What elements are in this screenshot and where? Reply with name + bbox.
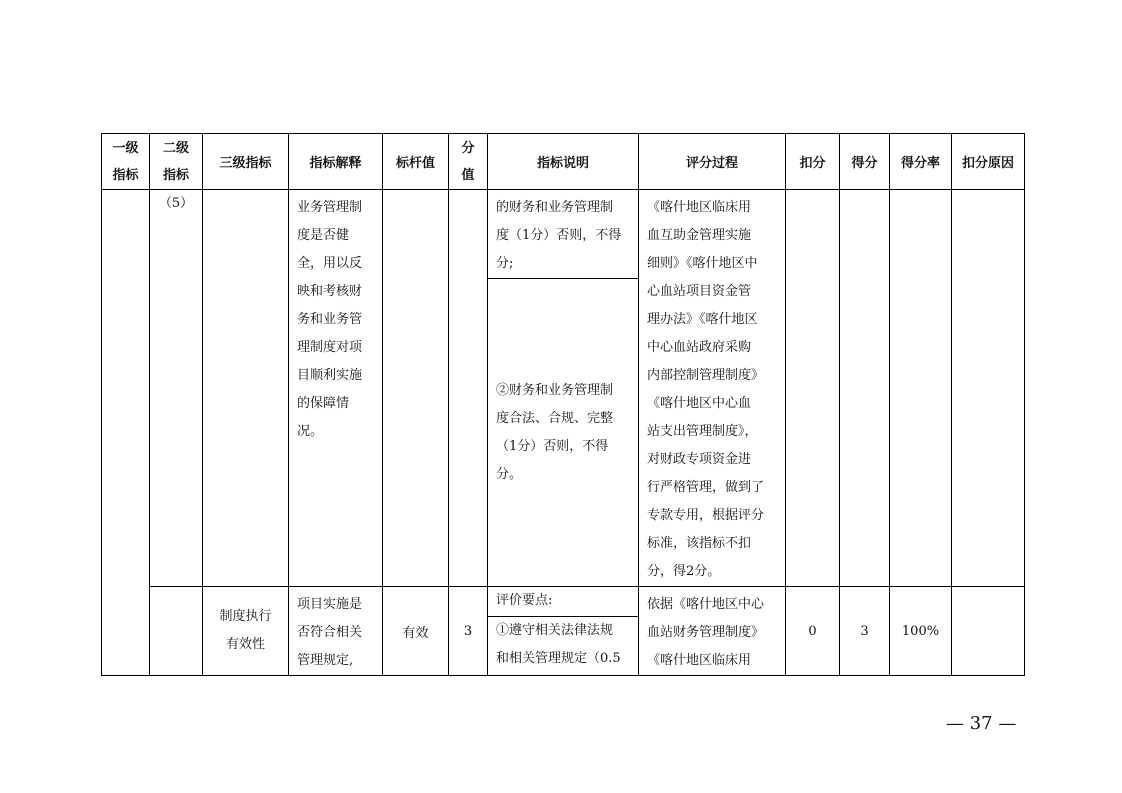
process-text-2: 依据《喀什地区中心 血站财务管理制度》 《喀什地区临床用 — [647, 597, 765, 668]
evaluation-table — [101, 133, 1025, 676]
desc-cell-2a — [488, 587, 639, 617]
rate-cell-2: 100% — [890, 587, 952, 676]
desc-text-a: 的财务和业务管理制 度（1分）否则，不得 分; — [496, 200, 622, 271]
level1-cell — [102, 190, 150, 676]
deduct-cell — [786, 190, 840, 587]
header-got: 得分 — [840, 134, 890, 190]
benchmark-cell-2: 有效 — [383, 587, 449, 676]
table-row — [102, 587, 1025, 617]
header-level1-line1: 一级 — [112, 140, 139, 156]
score-cell — [449, 190, 488, 587]
level3-cell-2 — [203, 587, 289, 676]
header-level1-line2: 指标 — [112, 167, 139, 183]
header-rate: 得分率 — [890, 134, 952, 190]
desc-cell-b — [488, 279, 639, 587]
desc-text-2b: ①遵守相关法律法规 和相关管理规定（0.5 — [496, 623, 621, 666]
benchmark-cell — [383, 190, 449, 587]
header-level2 — [150, 134, 203, 190]
desc-text-2a: 评价要点: — [496, 593, 553, 608]
score-cell-2: 3 — [449, 587, 488, 676]
header-level2-line1: 二级 — [162, 140, 189, 156]
explain-text: 业务管理制 度是否健 全，用以反 映和考核财 务和业务管 理制度对项 目顺利实施 的保障情 况。 — [297, 200, 363, 439]
header-row — [102, 134, 1025, 190]
header-score-line2: 值 — [461, 167, 475, 183]
header-benchmark: 标杆值 — [383, 134, 449, 190]
process-text: 《喀什地区临床用 血互助金管理实施 细则》《喀什地区中 心血站项目资金管 理办法》《喀什地区 中心血站政府采购 内部控制管理制度》 《喀什地区中心血 站支出管理制度》， 对财政专项资金进 行严格管理，做到了 专款专用，根据评分 标准，该指标不扣 分，得2分。 — [647, 200, 765, 579]
header-level2-line2: 指标 — [162, 167, 189, 183]
explain-cell-2 — [289, 587, 383, 676]
header-score — [449, 134, 488, 190]
level3-cell — [203, 190, 289, 587]
level3-text: 制度执行 有效性 — [219, 609, 272, 652]
rate-cell — [890, 190, 952, 587]
header-level1 — [102, 134, 150, 190]
process-cell — [639, 190, 786, 587]
reason-cell — [952, 190, 1025, 587]
explain-text-2: 项目实施是 否符合相关 管理规定, — [297, 597, 363, 668]
got-cell — [840, 190, 890, 587]
explain-cell — [289, 190, 383, 587]
header-explain: 指标解释 — [289, 134, 383, 190]
header-level3: 三级指标 — [203, 134, 289, 190]
level2-cell-2 — [150, 587, 203, 676]
level2-text: （5） — [158, 196, 194, 211]
table-row — [102, 190, 1025, 279]
process-cell-2 — [639, 587, 786, 676]
level2-cell — [150, 190, 203, 587]
header-process: 评分过程 — [639, 134, 786, 190]
deduct-cell-2: 0 — [786, 587, 840, 676]
header-reason: 扣分原因 — [952, 134, 1025, 190]
header-score-line1: 分 — [461, 140, 475, 156]
desc-cell-2b — [488, 617, 639, 676]
header-desc: 指标说明 — [488, 134, 639, 190]
header-deduct: 扣分 — [786, 134, 840, 190]
desc-text-b: ②财务和业务管理制 度合法、合规、完整 （1分）否则，不得分。 — [496, 382, 614, 482]
desc-cell-a — [488, 190, 639, 279]
got-cell-2: 3 — [840, 587, 890, 676]
reason-cell-2 — [952, 587, 1025, 676]
page-number: — 37 — — [946, 713, 1017, 734]
